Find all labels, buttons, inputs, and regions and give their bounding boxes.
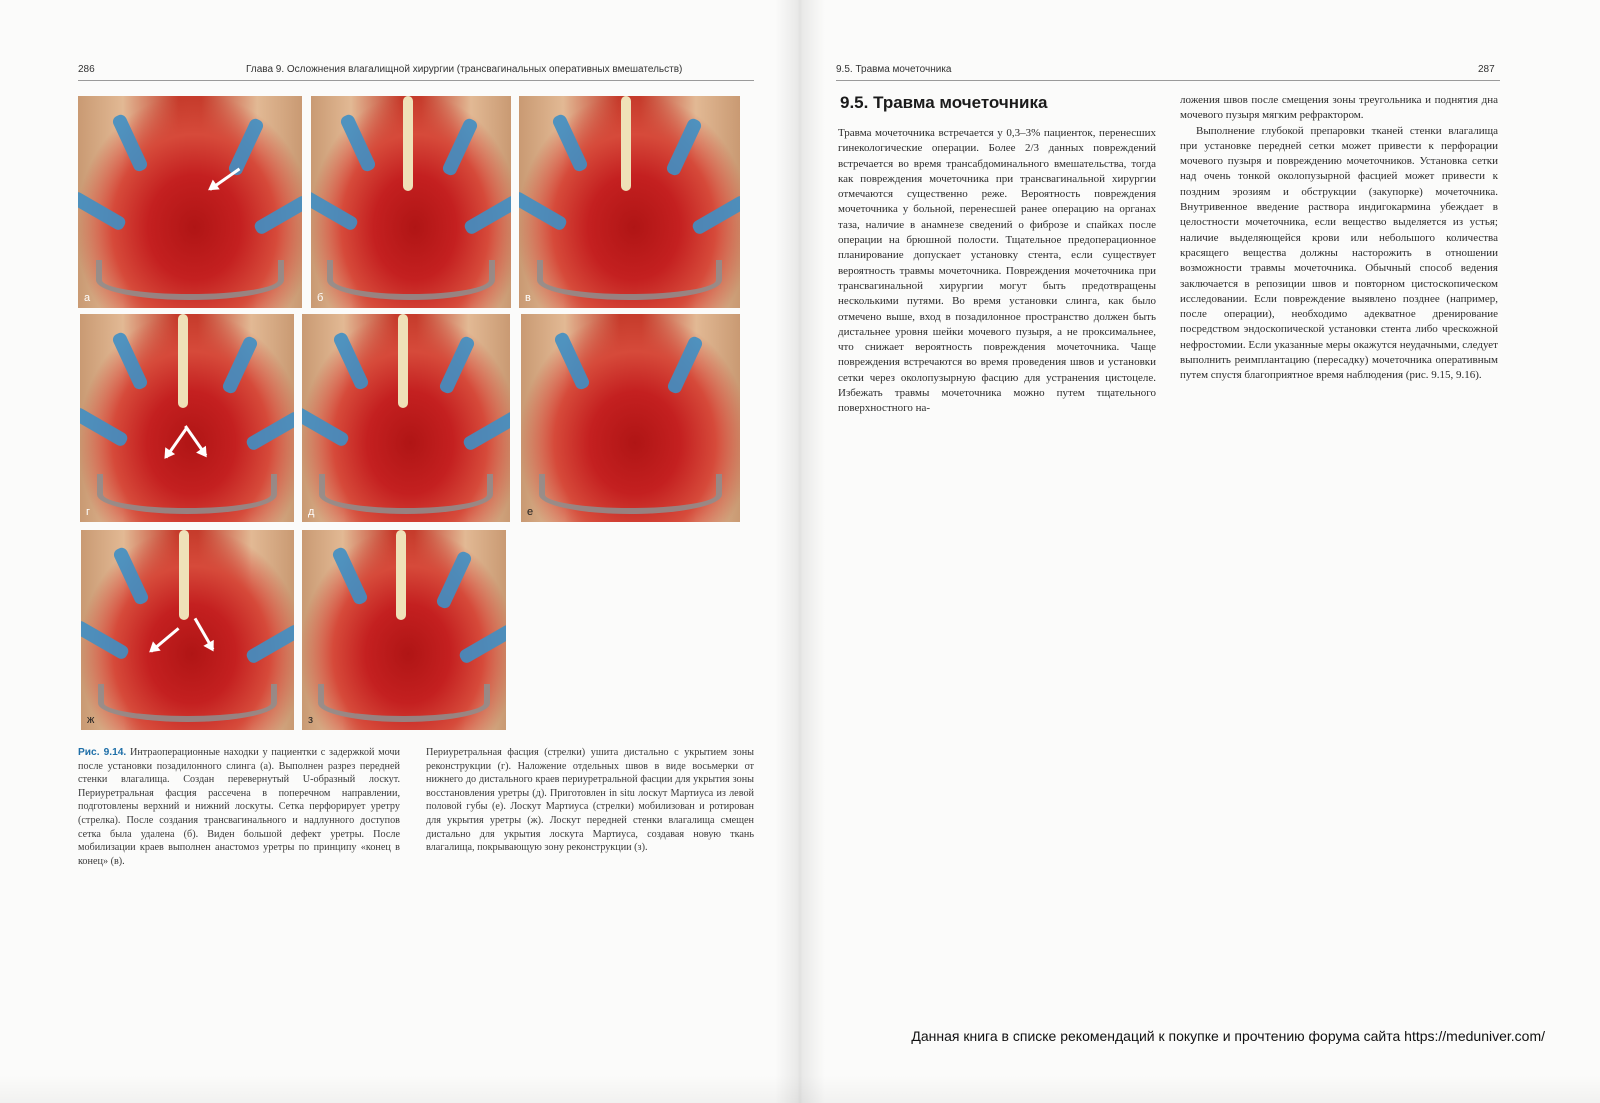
photo-label: г — [86, 506, 91, 518]
photo-e — [302, 314, 510, 522]
arrow-icon — [184, 425, 207, 456]
photo-label: а — [84, 292, 91, 304]
arrow-icon — [194, 618, 215, 651]
body-column-1 — [838, 126, 1156, 417]
page-bottom-edge — [0, 1075, 1600, 1103]
left-running-head: Глава 9. Осложнения влагалищной хирургии (трансвагинальных оперативных вмешательств) — [246, 64, 683, 75]
body-paragraph: Выполнение глубокой препаровки тканей стенки влагалища при установке передней сетки может привести к перфорации мочевого пузыря и повреждению мочеточников. Установка сетки над очень тонкой околопузырной фасцией может привести к поздним эрозиям и обструкции (закупорке) мочеточника. Внутривенное введение раствора индигокармина убеждает в целостности мочеточника, если вещество выделяется из устья; наличие выделяющейся крови или небольшого количества красящего вещества должны насторожить в отношении возможности травмы мочеточника. Обычный способ ведения заключается в репозиции швов и повторном цистоскопическом исследовании. Если повреждение выявлено позднее (например, после операции), необходимо адекватное дренирование посредством эндоскопической установки стента либо чрескожной нефростомии. Если указанные меры окажутся неудачными, следует выполнить реимплантацию (пересадку) мочеточника оперативным путем спустя благоприятное время наблюдения (рис. 9.15, 9.16). — [1180, 124, 1498, 382]
section-title: 9.5. Травма мочеточника — [840, 93, 1048, 112]
figure-9-14-photo-grid — [78, 96, 754, 744]
right-page-number: 287 — [1478, 64, 1495, 75]
caption-text-2: Периуретральная фасция (стрелки) ушита дистально с укрытием зоны реконструкции (г). Наложение отдельных швов в виде восьмерки от нижнего до дистального краев периуретральной фасции для укрытия зоны восстановления уретры (д). Приготовлен in situ лоскут Мартиуса из левой половой губы (е). Лоскут Мартиуса (стрелки) мобилизован и ротирован для укрытия уретры (ж). Лоскут передней стенки влагалища смещен дистально для укрытия лоскута Мартиуса, создавая новую ткань влагалища, покрывающую зону реконструкции (з). — [426, 747, 754, 854]
photo-h — [302, 530, 506, 730]
right-running-head: 9.5. Травма мочеточника — [836, 64, 952, 75]
figure-caption-col1 — [78, 746, 400, 868]
arrow-icon — [150, 627, 180, 652]
photo-label: ж — [87, 714, 95, 726]
photo-label: е — [527, 506, 534, 518]
footer-note: Данная книга в списке рекомендаций к покупке и прочтению форума сайта https://meduniver.com/ — [911, 1028, 1545, 1044]
photo-label: д — [308, 506, 315, 518]
figure-caption-col2 — [426, 746, 754, 855]
photo-label: б — [317, 292, 324, 304]
photo-f — [521, 314, 740, 522]
right-header-rule — [836, 80, 1500, 81]
photo-a — [78, 96, 302, 308]
right-page — [810, 0, 1600, 1103]
body-paragraph: ложения швов после смещения зоны треугольника и поднятия дна мочевого пузыря мягким рефрактором. — [1180, 94, 1498, 122]
arrow-icon — [209, 168, 240, 191]
left-page-number: 286 — [78, 64, 95, 75]
photo-label: з — [308, 714, 314, 726]
left-page — [0, 0, 790, 1103]
photo-d — [80, 314, 294, 522]
body-column-2 — [1180, 93, 1498, 384]
photo-g — [81, 530, 294, 730]
arrow-icon — [165, 427, 188, 458]
photo-label: в — [525, 292, 531, 304]
photo-c — [519, 96, 740, 308]
left-header-rule — [78, 80, 754, 81]
photo-b — [311, 96, 511, 308]
caption-text-1: Интраоперационные находки у пациентки с задержкой мочи после установки позадилонного слинга (а). Выполнен разрез передней стенки влагалища. Создан перевернутый U-образный лоскут. Периуретральная фасция рассечена в поперечном направлении, подготовлены верхний и нижний лоскуты. Сетка перфорирует уретру (стрелка). После создания трансвагинального и надлунного доступов сетка была удалена (б). Виден большой дефект уретры. После мобилизации краев выполнен анастомоз уретры по принципу «конец в конец» (в). — [78, 747, 401, 867]
body-paragraph: Травма мочеточника встречается у 0,3–3% пациенток, перенесших гинекологические операции. Более 2/3 данных повреждений встречается во время трансабдоминального вмешательства, тогда как повреждения мочеточника при трансвагинальной хирургии отмечаются существенно реже. Вероятность повреждения мочеточника у больной, перенесшей ранее операцию на органах таза, наличие в анамнезе сведений о фиброзе и спайках после операции на брюшной полости. Тщательное предоперационное планирование допускает установку стента, если существует вероятность травмы мочеточника. Повреждения мочеточника при трансвагинальной хирургии могут быть предотвращены несколькими путями. Во время установки слинга, как было отмечено выше, вход в позадилонное пространство должен быть дистальнее уровня шейки мочевого пузыря, а не проксимальнее, что снижает вероятность повреждения мочеточника. Чаще повреждения встречаются во время проведения швов и установки сетки через околопузырную фасцию для устранения цистоцеле. Избежать травмы мочеточника можно путем тщательного поверхностного на- — [838, 127, 1156, 415]
figure-ref: Рис. 9.14. — [78, 747, 127, 758]
